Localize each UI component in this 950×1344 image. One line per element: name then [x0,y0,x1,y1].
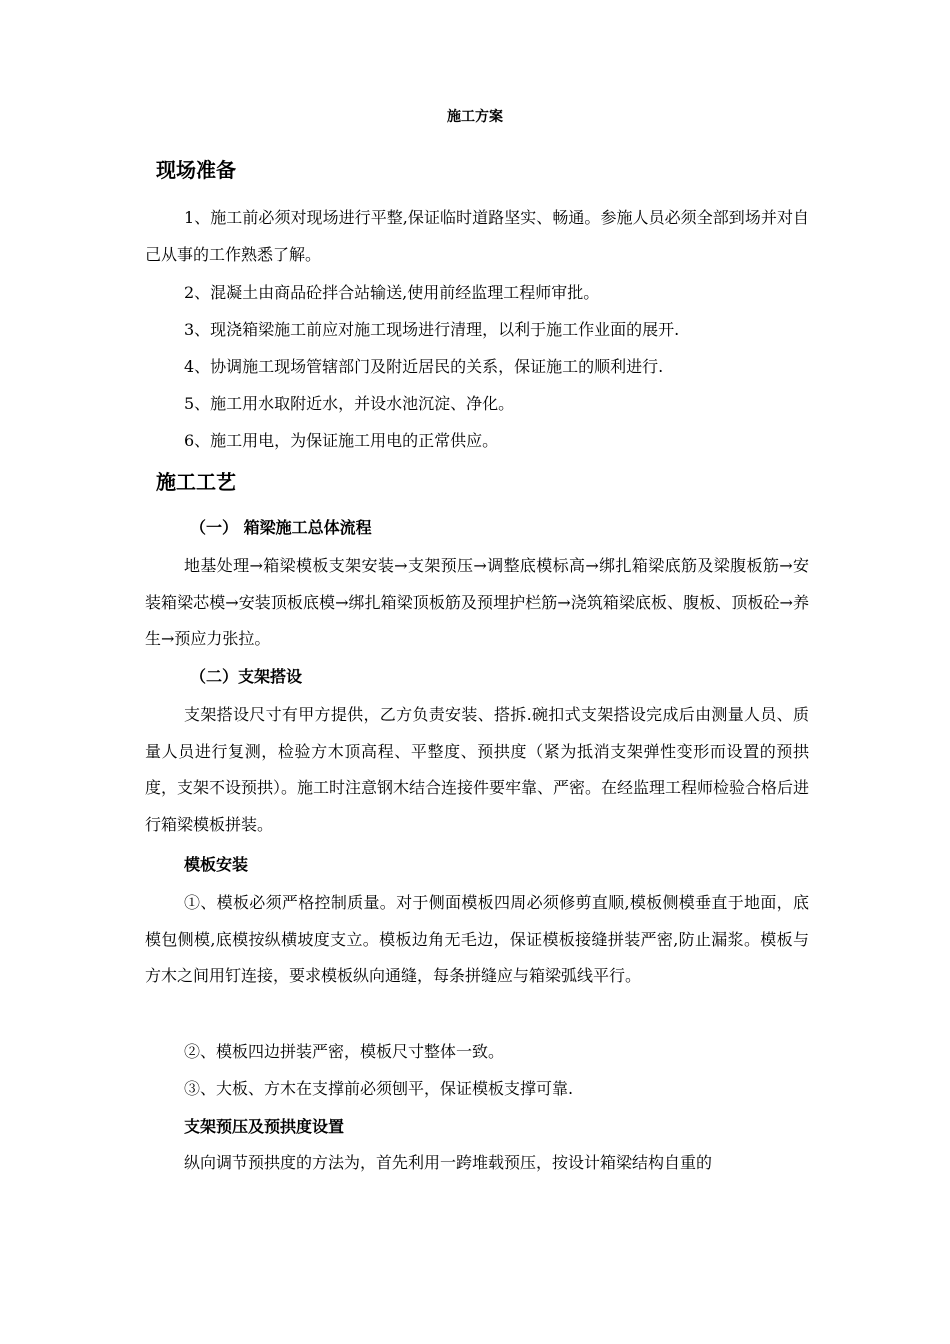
paragraph-preload-camber: 纵向调节预拱度的方法为，首先利用一跨堆载预压，按设计箱梁结构自重的 [184,1153,713,1172]
paragraph-formwork-1: ①、模板必须严格控制质量。对于侧面模板四周必须修剪直顺,模板侧模垂直于地面，底模包侧模,底模按纵横坡度支立。模板边角无毛边，保证模板接缝拼装严密,防止漏浆。模板与方木之间用钉连接，要求模板纵向通缝，每条拼缝应与箱梁弧线平行。 [145,893,809,985]
subheading-preload-camber: 支架预压及预拱度设置 [184,1117,345,1136]
paragraph-prep-3: 3、现浇箱梁施工前应对施工现场进行清理，以利于施工作业面的展开. [184,320,680,339]
paragraph-prep-6: 6、施工用电，为保证施工用电的正常供应。 [184,431,499,450]
paragraph-prep-1: 1、施工前必须对现场进行平整,保证临时道路坚实、畅通。参施人员必须全部到场并对自己从事的工作熟悉了解。 [145,208,809,264]
subheading-formwork: 模板安装 [184,855,249,874]
paragraph-scaffold: 支架搭设尺寸有甲方提供，乙方负责安装、搭拆.碗扣式支架搭设完成后由测量人员、质量人员进行复测，检验方木顶高程、平整度、预拱度（紧为抵消支架弹性变形而设置的预拱度，支架不设预拱）。施工时注意钢木结合连接件要牢靠、严密。在经监理工程师检验合格后进行箱梁模板拼装。 [145,705,810,834]
subheading-overall-flow: （一） 箱梁施工总体流程 [190,518,372,537]
document-title: 施工方案 [447,109,503,125]
paragraph-prep-4: 4、协调施工现场管辖部门及附近居民的关系，保证施工的顺利进行. [184,357,664,376]
paragraph-formwork-2: ②、模板四边拼装严密，模板尺寸整体一致。 [184,1042,505,1061]
section-heading-construction-process: 施工工艺 [156,470,236,494]
subheading-scaffold: （二）支架搭设 [190,667,303,686]
paragraph-formwork-3: ③、大板、方木在支撑前必须刨平，保证模板支撑可靠. [184,1079,574,1098]
paragraph-overall-flow: 地基处理→箱梁模板支架安装→支架预压→调整底模标高→绑扎箱梁底筋及梁腹板筋→安装箱梁芯模→安装顶板底模→绑扎箱梁顶板筋及预埋护栏筋→浇筑箱梁底板、腹板、顶板砼→养生→预应力张拉。 [145,556,809,648]
paragraph-prep-2: 2、混凝土由商品砼拌合站输送,使用前经监理工程师审批。 [184,283,600,302]
section-heading-site-preparation: 现场准备 [156,158,236,182]
paragraph-prep-5: 5、施工用水取附近水，并设水池沉淀、净化。 [184,394,515,413]
